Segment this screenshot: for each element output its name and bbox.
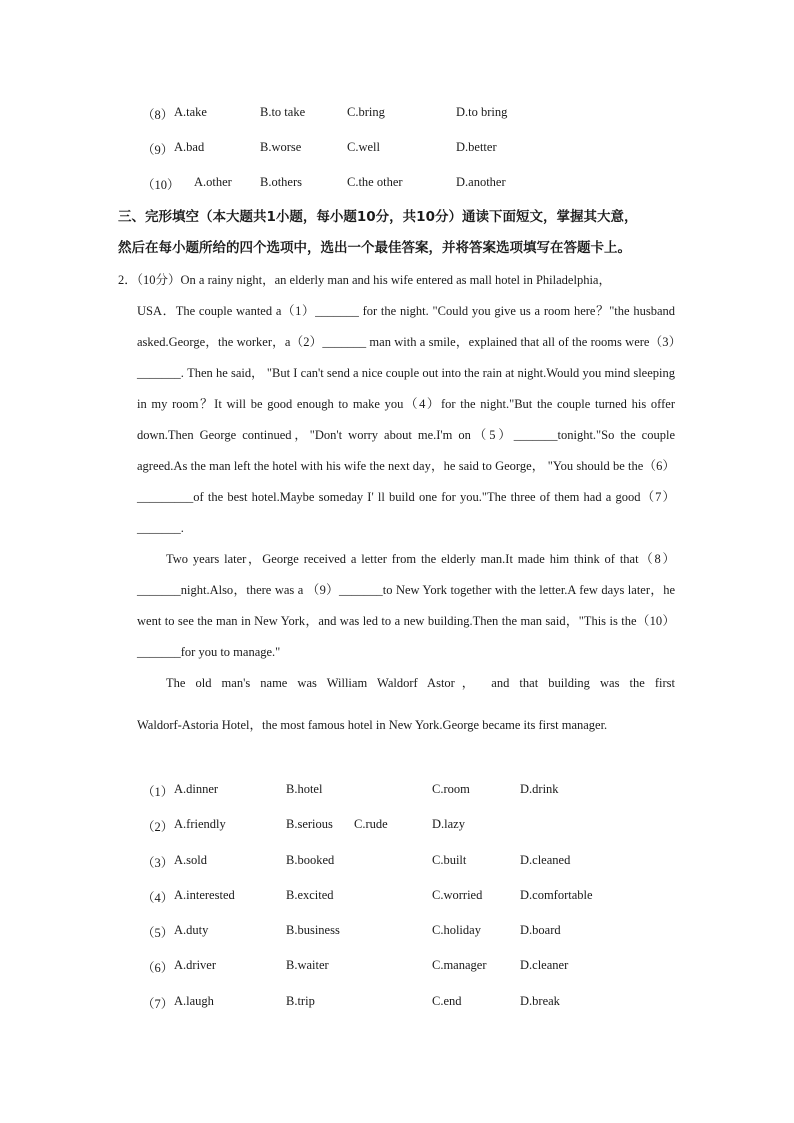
option-d: D.comfortable bbox=[520, 888, 593, 902]
option-a: A.bad bbox=[174, 140, 205, 154]
option-a: A.sold bbox=[174, 853, 207, 867]
option-b: B.to take bbox=[260, 105, 306, 119]
section-heading-line: 三、完形填空（本大题共1小题，每小题10分，共10分）通读下面短文，掌握其大意， bbox=[118, 209, 638, 225]
section-heading-line: 然后在每小题所给的四个选项中，选出一个最佳答案，并将答案选项填写在答题卡上。 bbox=[118, 240, 631, 256]
option-a: A.friendly bbox=[174, 817, 226, 831]
option-d: D.cleaner bbox=[520, 958, 569, 972]
option-number: （4） bbox=[142, 891, 174, 905]
section-heading bbox=[118, 202, 688, 264]
cloze-passage bbox=[137, 296, 675, 699]
option-c: C.built bbox=[432, 853, 467, 867]
passage-paragraph-1: USA．The couple wanted a（1）_______ for the night. "Could you give us a room here？"the husband asked.George，the worker，a（2）_______ man with a smile，explained that all of the rooms were（3）_______. Then he said， "But I can't send a nice couple out into the rain at night.Would you mind sleeping in my room？It will be good enough to make you（4）for the night."But the couple turned his offer down.Then George continued，"Don't worry about me.I'm on（5）_______tonight."So the couple agreed.As the man left the hotel with his wife the next day，he said to George， "You should be the（6）_________of the best hotel.Maybe someday I' ll build one for you."The three of them had a good（7）_______. bbox=[137, 304, 675, 535]
option-number: （5） bbox=[142, 926, 174, 940]
option-d: D.board bbox=[520, 923, 561, 937]
option-number: （8） bbox=[142, 108, 174, 122]
option-number: （2） bbox=[142, 820, 174, 834]
option-a: A.take bbox=[174, 105, 207, 119]
option-number: （10） bbox=[142, 178, 180, 192]
option-b: B.waiter bbox=[286, 958, 329, 972]
option-d: D.lazy bbox=[432, 817, 465, 831]
option-number: （7） bbox=[142, 997, 174, 1011]
option-c: C.well bbox=[347, 140, 380, 154]
option-c: C.holiday bbox=[432, 923, 481, 937]
option-c: C.rude bbox=[354, 817, 388, 831]
option-c: C.end bbox=[432, 994, 462, 1008]
option-c: C.worried bbox=[432, 888, 483, 902]
option-a: A.interested bbox=[174, 888, 235, 902]
option-d: D.cleaned bbox=[520, 853, 571, 867]
option-b: B.excited bbox=[286, 888, 334, 902]
option-b: B.others bbox=[260, 175, 303, 189]
option-b: B.business bbox=[286, 923, 340, 937]
passage-paragraph-2: Two years later，George received a letter from the elderly man.It made him think of that（8）_______night.Also，there was a （9）_______to New York together with the letter.A few days later，he went to see the man in New York，and was led to a new building.Then the man said，"This is the（10）_______for you to manage." bbox=[137, 552, 675, 659]
option-d: D.to bring bbox=[456, 105, 508, 119]
passage-paragraph-3-line-2: Waldorf-Astoria Hotel，the most famous hotel in New York.George became its first manager. bbox=[137, 718, 608, 732]
option-c: C.manager bbox=[432, 958, 487, 972]
option-number: （3） bbox=[142, 856, 174, 870]
option-number: （1） bbox=[142, 785, 174, 799]
option-a: A.duty bbox=[174, 923, 209, 937]
option-d: D.break bbox=[520, 994, 560, 1008]
question-header bbox=[118, 271, 611, 289]
question-number: 2． bbox=[118, 273, 137, 287]
option-a: A.driver bbox=[174, 958, 216, 972]
option-b: B.serious bbox=[286, 817, 333, 831]
passage-first-line: On a rainy night，an elderly man and his wife entered as mall hotel in Philadelphia， bbox=[180, 273, 611, 287]
option-b: B.trip bbox=[286, 994, 315, 1008]
option-d: D.better bbox=[456, 140, 497, 154]
option-c: C.room bbox=[432, 782, 470, 796]
option-b: B.hotel bbox=[286, 782, 323, 796]
option-b: B.booked bbox=[286, 853, 335, 867]
option-a: A.dinner bbox=[174, 782, 219, 796]
option-number: （6） bbox=[142, 961, 174, 975]
passage-paragraph-3-line-1: The old man's name was William Waldorf Astor， and that building was the first bbox=[166, 676, 675, 690]
option-a: A.laugh bbox=[174, 994, 214, 1008]
option-a: A.other bbox=[194, 175, 232, 189]
option-d: D.drink bbox=[520, 782, 559, 796]
option-number: （9） bbox=[142, 143, 174, 157]
option-c: C.bring bbox=[347, 105, 385, 119]
option-d: D.another bbox=[456, 175, 506, 189]
question-points: （10分） bbox=[136, 273, 181, 287]
option-c: C.the other bbox=[347, 175, 403, 189]
option-b: B.worse bbox=[260, 140, 302, 154]
